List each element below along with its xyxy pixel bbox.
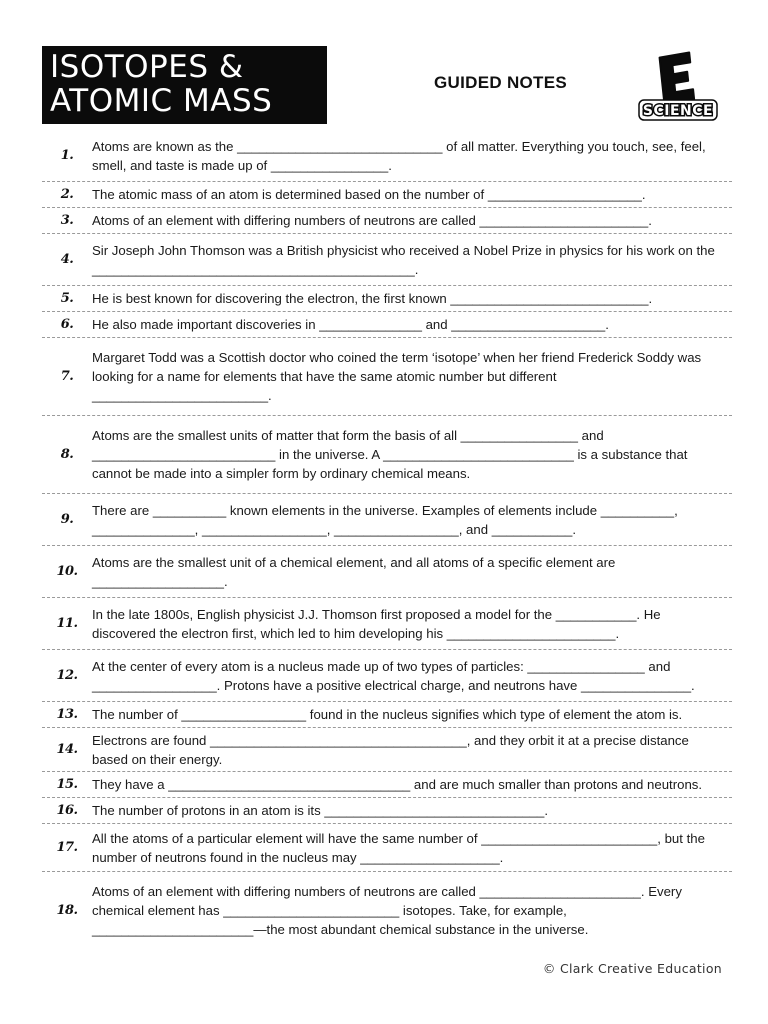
item-text: All the atoms of a particular element will have the same number of ________________________, but the number of neutrons found in the nucleus may ___________________.	[92, 830, 705, 865]
title-line-2: ATOMIC MASS	[50, 83, 273, 119]
item-number: 6.	[60, 317, 74, 332]
note-item	[42, 208, 732, 234]
note-item	[42, 234, 732, 286]
item-text: Margaret Todd was a Scottish doctor who coined the term ‘isotope’ when her friend Frederick Soddy was looking for a name for elements that have the same atomic number but different ________________________.	[92, 350, 702, 403]
item-number: 10.	[56, 564, 78, 579]
note-item	[42, 494, 732, 546]
item-number: 14.	[56, 742, 78, 757]
item-text: There are __________ known elements in the universe. Examples of elements include __________, ______________, _________________, _________________, and ___________.	[92, 502, 678, 537]
copyright-footer: © Clark Creative Education	[542, 961, 722, 976]
item-number: 11.	[56, 616, 78, 631]
item-text: Atoms are the smallest unit of a chemical element, and all atoms of a specific element are __________________.	[92, 554, 616, 589]
science-logo	[636, 50, 720, 124]
note-item	[42, 772, 732, 798]
note-item	[42, 598, 732, 650]
item-text: In the late 1800s, English physicist J.J. Thomson first proposed a model for the ___________. He discovered the electron first, which led to him developing his _______________________.	[92, 606, 661, 641]
item-text: Atoms of an element with differing numbers of neutrons are called _______________________.	[92, 213, 652, 228]
item-text: He also made important discoveries in ______________ and _____________________.	[92, 317, 609, 332]
item-text: Atoms are known as the ____________________________ of all matter. Everything you touch, see, feel, smell, and taste is made up of ________________.	[92, 138, 706, 173]
item-text: Atoms of an element with differing numbers of neutrons are called ______________________. Every chemical element has ________________________ isotopes. Take, for example, ______________________—the most abundant chemical substance in the universe.	[92, 883, 682, 937]
item-text: Atoms are the smallest units of matter that form the basis of all ________________ and _________________________ in the universe. A __________________________ is a substance that cannot be made into a simpler form by ordinary chemical means.	[92, 428, 688, 481]
item-number: 13.	[56, 707, 78, 722]
note-item	[42, 702, 732, 728]
item-text: He is best known for discovering the electron, the first known ___________________________.	[92, 291, 653, 306]
item-text: The number of protons in an atom is its ______________________________.	[92, 803, 549, 818]
item-number: 4.	[60, 252, 74, 267]
item-number: 12.	[56, 668, 78, 683]
item-text: Electrons are found ___________________________________, and they orbit it at a precise distance based on their energy.	[92, 732, 689, 767]
note-item	[42, 872, 732, 948]
logo-letter: E	[636, 50, 637, 51]
note-item	[42, 728, 732, 772]
item-number: 3.	[60, 213, 74, 228]
note-item	[42, 338, 732, 416]
note-item	[42, 546, 732, 598]
notes-list	[42, 130, 732, 948]
note-item	[42, 824, 732, 872]
item-text: They have a _________________________________ and are much smaller than protons and neutrons.	[92, 777, 703, 792]
item-number: 2.	[60, 187, 74, 202]
item-number: 1.	[60, 148, 74, 163]
item-number: 5.	[60, 291, 74, 306]
item-number: 15.	[56, 777, 78, 792]
note-item	[42, 312, 732, 338]
item-number: 17.	[56, 840, 78, 855]
note-item	[42, 130, 732, 182]
note-item	[42, 650, 732, 702]
item-text: Sir Joseph John Thomson was a British physicist who received a Nobel Prize in physics for his work on the ____________________________________________.	[92, 242, 715, 277]
note-item	[42, 416, 732, 494]
title-banner	[42, 46, 327, 124]
title-line-1: ISOTOPES &	[50, 49, 244, 85]
note-item	[42, 182, 732, 208]
item-number: 18.	[56, 902, 78, 918]
item-number: 8.	[60, 447, 74, 462]
item-number: 7.	[60, 369, 74, 384]
logo-word: SCIENCE	[642, 103, 714, 119]
item-text: The number of _________________ found in the nucleus signifies which type of element the atom is.	[92, 707, 683, 722]
guided-notes-heading: GUIDED NOTES	[434, 73, 568, 92]
item-text: The atomic mass of an atom is determined based on the number of _____________________.	[92, 187, 646, 202]
item-text: At the center of every atom is a nucleus made up of two types of particles: ________________ and _________________. Protons have a positive electrical charge, and neutrons have _______________.	[92, 658, 695, 693]
note-item	[42, 286, 732, 312]
note-item	[42, 798, 732, 824]
item-number: 16.	[56, 803, 78, 818]
item-number: 9.	[60, 512, 74, 527]
